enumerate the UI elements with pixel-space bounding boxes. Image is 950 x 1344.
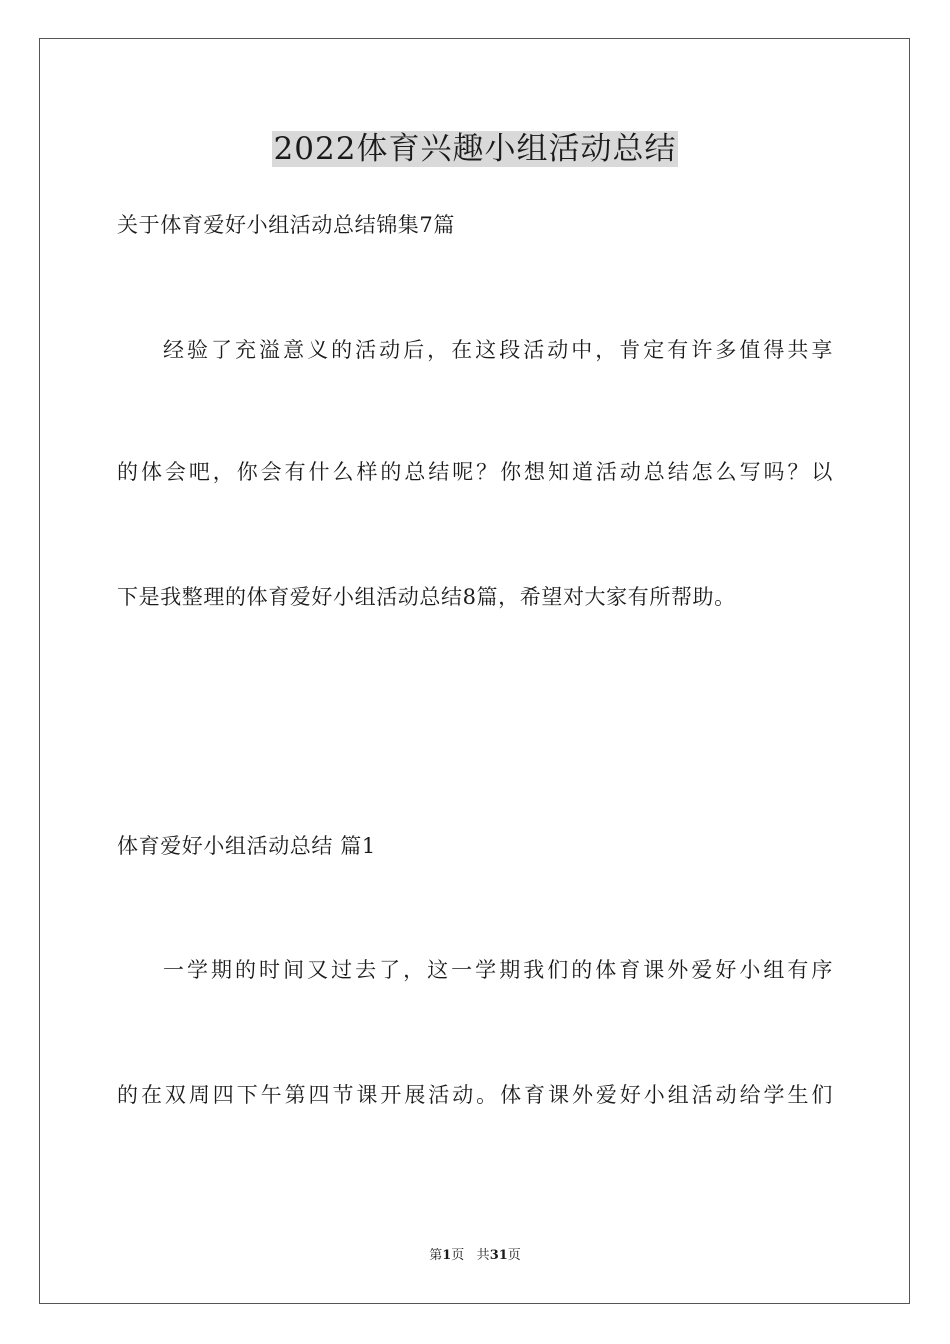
footer-page-prefix: 第: [429, 1248, 443, 1263]
footer-total-suffix: 页: [507, 1248, 521, 1263]
footer-page-number: 1: [442, 1248, 452, 1263]
document-title-text: 2022体育兴趣小组活动总结: [273, 131, 677, 167]
page-footer: [0, 1247, 950, 1265]
footer-page-suffix: 页: [451, 1248, 465, 1263]
intro-line-2: 的体会吧，你会有什么样的总结呢？你想知道活动总结怎么写吗？以: [117, 460, 833, 484]
section-line-1: 一学期的时间又过去了，这一学期我们的体育课外爱好小组有序: [163, 958, 833, 982]
section-line-2: 的在双周四下午第四节课开展活动。体育课外爱好小组活动给学生们: [117, 1083, 833, 1107]
document-subtitle: 关于体育爱好小组活动总结锦集7篇: [117, 213, 455, 237]
intro-line-1: 经验了充溢意义的活动后，在这段活动中，肯定有许多值得共享: [163, 338, 833, 362]
footer-total-prefix: 共: [476, 1248, 490, 1263]
document-title: [0, 127, 950, 171]
intro-line-3: 下是我整理的体育爱好小组活动总结8篇，希望对大家有所帮助。: [117, 585, 736, 609]
section-heading: 体育爱好小组活动总结 篇1: [117, 834, 376, 858]
footer-total-pages: 31: [489, 1248, 508, 1263]
